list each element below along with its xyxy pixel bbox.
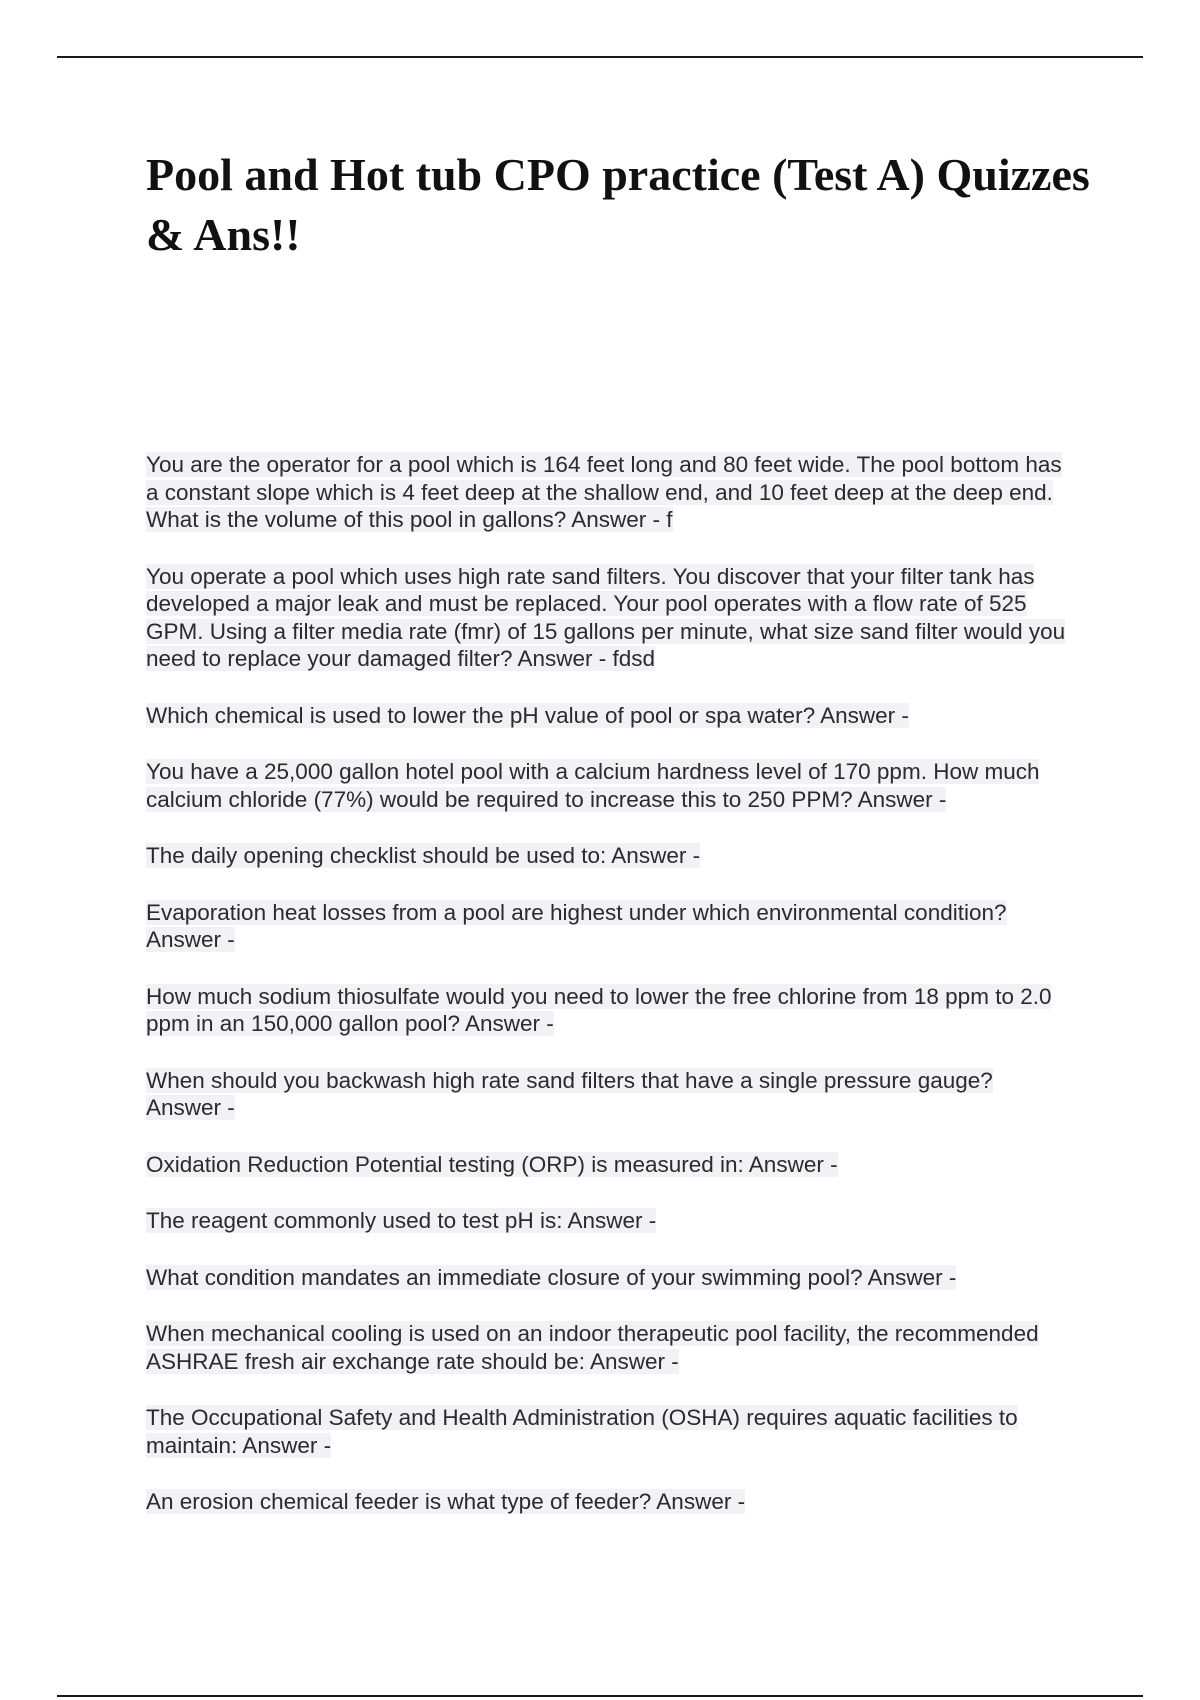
question-text: The daily opening checklist should be used to: Answer - <box>146 843 701 868</box>
question-text: When mechanical cooling is used on an indoor therapeutic pool facility, the recommended ASHRAE fresh air exchange rate should be: Answer - <box>146 1321 1039 1374</box>
page-title: Pool and Hot tub CPO practice (Test A) Quizzes & Ans!! <box>146 149 1090 260</box>
question-text: When should you backwash high rate sand filters that have a single pressure gauge? Answer - <box>146 1067 993 1120</box>
question-list <box>146 451 1066 1545</box>
question-text: What condition mandates an immediate closure of your swimming pool? Answer - <box>146 1264 957 1290</box>
list-item <box>146 451 1066 534</box>
list-item <box>146 758 1066 813</box>
question-text: The Occupational Safety and Health Administration (OSHA) requires aquatic facilities to maintain: Answer - <box>146 1405 1018 1458</box>
question-text: You operate a pool which uses high rate sand filters. You discover that your filter tank has developed a major leak and must be replaced. Your pool operates with a flow rate of 525 GPM. Using a filter media rate (fmr) of 15 gallons per minute, what size sand filter would you need to replace your damaged filter? Answer - fdsd <box>146 563 1066 671</box>
list-item <box>146 842 1066 870</box>
question-text: Oxidation Reduction Potential testing (ORP) is measured in: Answer - <box>146 1151 838 1177</box>
question-text: You have a 25,000 gallon hotel pool with a calcium hardness level of 170 ppm. How much calcium chloride (77%) would be required to increase this to 250 PPM? Answer - <box>146 759 1040 812</box>
list-item <box>146 1320 1066 1375</box>
list-item <box>146 1488 1066 1516</box>
list-item <box>146 1067 1066 1122</box>
list-item <box>146 899 1066 954</box>
list-item <box>146 983 1066 1038</box>
question-text: An erosion chemical feeder is what type of feeder? Answer - <box>146 1489 746 1514</box>
question-text: Evaporation heat losses from a pool are highest under which environmental condition? Answer - <box>146 899 1007 952</box>
bottom-divider <box>57 1695 1143 1697</box>
question-text: How much sodium thiosulfate would you need to lower the free chlorine from 18 ppm to 2.0 ppm in an 150,000 gallon pool? Answer - <box>146 983 1052 1036</box>
list-item <box>146 1151 1066 1179</box>
list-item <box>146 1264 1066 1292</box>
question-text: You are the operator for a pool which is 164 feet long and 80 feet wide. The pool bottom has a constant slope which is 4 feet deep at the shallow end, and 10 feet deep at the deep end. What is the volume of this pool in gallons? Answer - f <box>146 452 1062 532</box>
list-item <box>146 1207 1066 1235</box>
list-item <box>146 702 1066 730</box>
question-text: Which chemical is used to lower the pH value of pool or spa water? Answer - <box>146 702 909 728</box>
list-item <box>146 1404 1066 1459</box>
list-item <box>146 563 1066 673</box>
question-text: The reagent commonly used to test pH is: Answer - <box>146 1208 657 1233</box>
top-divider <box>57 56 1143 58</box>
